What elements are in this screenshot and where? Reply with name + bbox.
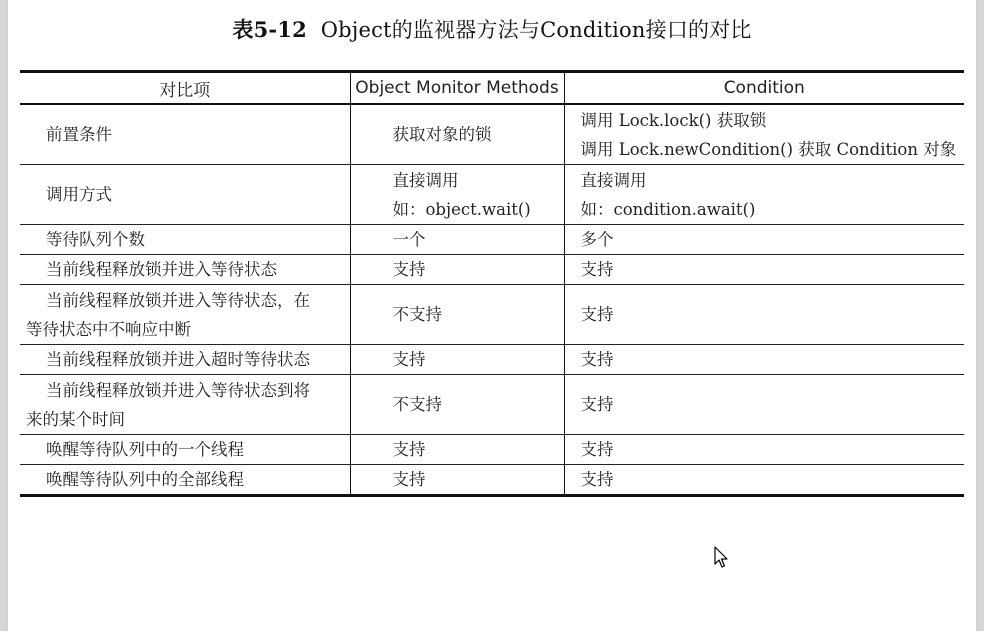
table-row xyxy=(20,285,964,345)
row-object-value: 直接调用 如：object.wait() xyxy=(350,165,564,225)
row-object-value: 支持 xyxy=(350,255,564,285)
row-condition-value: 支持 xyxy=(564,435,964,465)
row-condition-value: 多个 xyxy=(564,225,964,255)
row-item: 当前线程释放锁并进入超时等待状态 xyxy=(20,345,350,375)
mouse-pointer-icon xyxy=(714,546,730,570)
table-row xyxy=(20,465,964,496)
row-item: 当前线程释放锁并进入等待状态 xyxy=(20,255,350,285)
row-object-value: 不支持 xyxy=(350,375,564,435)
row-item: 调用方式 xyxy=(20,165,350,225)
table-row xyxy=(20,435,964,465)
comparison-table xyxy=(20,70,964,497)
row-condition-value: 支持 xyxy=(564,345,964,375)
row-object-value: 支持 xyxy=(350,345,564,375)
header-item: 对比项 xyxy=(20,72,350,105)
table-caption xyxy=(8,14,976,44)
header-row xyxy=(20,72,964,105)
row-condition-value: 支持 xyxy=(564,255,964,285)
table-row xyxy=(20,165,964,225)
row-object-value: 支持 xyxy=(350,435,564,465)
row-condition-value: 调用 Lock.lock() 获取锁 调用 Lock.newCondition() 获取 Condition 对象 xyxy=(564,104,964,165)
row-condition-value: 支持 xyxy=(564,465,964,496)
row-item: 前置条件 xyxy=(20,104,350,165)
row-item: 唤醒等待队列中的一个线程 xyxy=(20,435,350,465)
table-row xyxy=(20,375,964,435)
table-row xyxy=(20,345,964,375)
table-number: 表5-12 xyxy=(232,17,307,42)
header-condition: Condition xyxy=(564,72,964,105)
row-condition-value: 支持 xyxy=(564,285,964,345)
row-object-value: 不支持 xyxy=(350,285,564,345)
table-row xyxy=(20,104,964,165)
table-row xyxy=(20,225,964,255)
row-object-value: 一个 xyxy=(350,225,564,255)
row-item: 唤醒等待队列中的全部线程 xyxy=(46,470,244,489)
row-object-value: 获取对象的锁 xyxy=(350,104,564,165)
row-item: 当前线程释放锁并进入等待状态，在 等待状态中不响应中断 xyxy=(20,285,350,345)
table-title: Object的监视器方法与Condition接口的对比 xyxy=(320,18,752,42)
row-condition-value: 支持 xyxy=(564,375,964,435)
row-condition-value: 直接调用 如：condition.await() xyxy=(564,165,964,225)
document-page xyxy=(8,0,976,631)
header-object-methods: Object Monitor Methods xyxy=(350,72,564,105)
row-item: 当前线程释放锁并进入等待状态到将 来的某个时间 xyxy=(20,375,350,435)
row-object-value: 支持 xyxy=(350,465,564,496)
row-item: 等待队列个数 xyxy=(20,225,350,255)
table-row xyxy=(20,255,964,285)
